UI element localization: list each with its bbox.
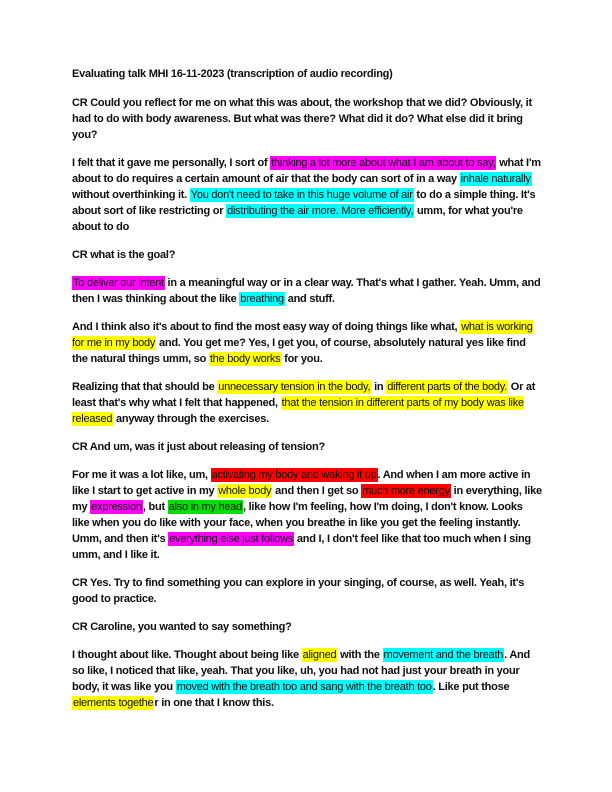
highlight-run: moved with the breath too and sang with the breath too: [176, 681, 432, 693]
paragraph: [72, 647, 542, 711]
speaker-paragraph: [72, 95, 542, 143]
text-run: r in one that I know this.: [154, 697, 274, 709]
text-run: CR Caroline, you wanted to say something?: [72, 621, 292, 633]
text-run: I felt that it gave me personally, I sort of: [72, 157, 271, 169]
text-run: and. You get me? Yes, I get you, of course, absolutely natural yes like find the natural things umm, so: [72, 337, 526, 365]
text-run: without overthinking it.: [72, 189, 190, 201]
text-run: umm, for what you're about to do: [72, 205, 523, 233]
text-run: CR Could you reflect for me on what this was about, the workshop that we did? Obviously, it had to do with body awareness. But what was there? What did it do? What else did it bring you?: [72, 97, 532, 141]
highlight-run: activating my body and waking it up: [211, 469, 377, 481]
speaker-paragraph: [72, 575, 542, 607]
paragraph: [72, 275, 542, 307]
text-run: what I'm about to do requires a certain amount of air that the body can sort of in a way: [72, 157, 541, 185]
text-run: for you.: [281, 353, 323, 365]
highlight-run: To deliver our intent: [73, 277, 164, 289]
text-run: in: [371, 381, 387, 393]
highlight-run: inhale naturally: [460, 173, 531, 185]
highlight-run: breathing: [240, 293, 284, 305]
highlight-run: whole body: [218, 485, 272, 497]
highlight-run: elements togethe: [73, 697, 154, 709]
speaker-paragraph: [72, 439, 542, 455]
highlight-run: everything else just follows: [169, 533, 294, 545]
paragraph: [72, 155, 542, 235]
highlight-run: movement and the breath: [383, 649, 504, 661]
highlight-run: You don't need to take in this huge volume of air: [190, 189, 413, 201]
text-run: in a meaningful way or in a clear way. That's what I gather. Yeah. Umm, and then I was thinking about the like: [72, 277, 541, 305]
text-run: For me it was a lot like, um,: [72, 469, 211, 481]
text-run: , but: [142, 501, 168, 513]
highlight-run: what is working for me in my body: [72, 321, 533, 349]
paragraph: [72, 467, 542, 563]
text-run: I thought about like. Thought about being like: [72, 649, 302, 661]
text-run: . Like put those: [432, 681, 510, 693]
text-run: to do a simple thing. It's about sort of like restricting or: [72, 189, 536, 217]
highlight-run: that the tension in different parts of my body was like released: [72, 397, 524, 425]
text-run: anyway through the exercises.: [113, 413, 269, 425]
speaker-paragraph: [72, 619, 542, 635]
highlight-run: aligned: [302, 649, 337, 661]
highlight-run: unnecessary tension in the body,: [218, 381, 371, 393]
highlight-run: thinking a lot more about what I am about to say,: [271, 157, 496, 169]
text-run: CR what is the goal?: [72, 249, 176, 261]
highlight-run: distributing the air more. More efficiently,: [227, 205, 414, 217]
text-run: And I think also it's about to find the most easy way of doing things like what,: [72, 321, 461, 333]
text-run: CR And um, was it just about releasing of tension?: [72, 441, 325, 453]
highlight-run: also in my head: [168, 501, 242, 513]
text-run: and then I get so: [272, 485, 362, 497]
paragraph: [72, 379, 542, 427]
text-run: , like how I'm feeling, how I'm doing, I don't know. Looks like when you do like with your face, when you breathe in like you get the feeling instantly. Umm, and then it's: [72, 501, 523, 545]
text-run: and stuff.: [284, 293, 335, 305]
text-run: and I, I don't feel like that too much when I sing umm, and I like it.: [72, 533, 531, 561]
text-run: . And so like, I noticed that like, yeah. That you like, uh, you had not had just your breath in your body, it was like you: [72, 649, 530, 693]
text-run: . And when I am more active in like I start to get active in my: [72, 469, 531, 497]
text-run: with the: [337, 649, 383, 661]
highlight-run: expression: [91, 501, 142, 513]
highlight-run: much more energy: [362, 485, 450, 497]
paragraph: [72, 319, 542, 367]
document-title: Evaluating talk MHI 16-11-2023 (transcription of audio recording): [72, 68, 393, 80]
text-run: Realizing that that should be: [72, 381, 218, 393]
text-run: Or at least that's why what I felt that happened,: [72, 381, 536, 409]
highlight-run: different parts of the body.: [387, 381, 507, 393]
text-run: in everything, like my: [72, 485, 542, 513]
text-run: CR Yes. Try to find something you can explore in your singing, of course, as well. Yeah, it's good to practice.: [72, 577, 525, 605]
highlight-run: the body works: [209, 353, 281, 365]
speaker-paragraph: [72, 247, 542, 263]
